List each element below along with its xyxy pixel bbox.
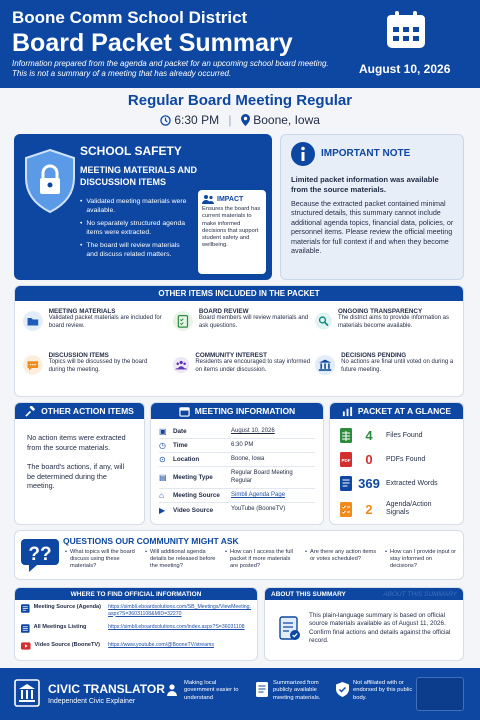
footer-brand: CIVIC TRANSLATOR	[48, 682, 165, 696]
impact-text: Ensures the board has current materials to make informed decisions that support student safety and wellbeing.	[202, 206, 261, 249]
info-date-value: August 10, 2026	[231, 427, 275, 434]
other-item	[315, 308, 460, 348]
meeting-name: Regular Board Meeting Regular	[127, 92, 353, 109]
safety-subtitle: MEETING MATERIALS AND DISCUSSION ITEMS	[80, 165, 197, 187]
calendar-small-icon	[179, 406, 190, 417]
bar-chart-icon	[342, 406, 353, 417]
page-title: Board Packet Summary	[12, 29, 293, 57]
list-item: • Validated meeting materials were available.	[80, 198, 187, 214]
note-bold: Limited packet information was available from the source materials.	[291, 175, 439, 194]
source-row: All Meetings Listing https://simbli.eboardsolutions.com/index.aspx?S=36031108	[21, 624, 251, 642]
source-row: Video Source (BooneTV) https://www.youtube.com/@BooneTV/streams	[21, 642, 251, 656]
government-building-icon	[315, 352, 335, 378]
item-title: BOARD REVIEW	[198, 308, 249, 315]
chat-bubble-icon	[23, 352, 43, 378]
document-text-icon	[340, 476, 352, 491]
question-item: • How can I access the full packet if more materials are posted?	[225, 549, 293, 570]
item-title: DISCUSSION ITEMS	[48, 352, 109, 359]
glance-row: 2 Agenda/Action Signals	[340, 495, 457, 523]
info-icon	[291, 142, 315, 166]
checklist-icon	[340, 502, 352, 517]
header-intro: Information prepared from the agenda and packet for an upcoming school board meeting. This is not a summary of a meeting that has already occurred.	[12, 59, 329, 78]
list-item: • No separately structured agenda items were extracted.	[80, 220, 186, 236]
footer	[0, 668, 480, 720]
item-text: No actions are final until voted on during a future meeting.	[341, 359, 454, 373]
about-faint-title: ABOUT THIS SUMMARY	[383, 590, 457, 598]
people-footer-icon	[165, 683, 179, 697]
info-row: ▶ Video Source YouTube (BooneTV)	[159, 505, 286, 515]
agenda-link[interactable]: https://simbli.eboardsolutions.com/SB_Meetings/ViewMeeting.aspx?S=36031108&MID=32270	[108, 604, 251, 617]
shield-check-icon	[336, 682, 349, 697]
other-item	[315, 352, 460, 392]
footer-tag: Independent Civic Explainer	[48, 698, 136, 705]
note-text: Because the extracted packet contained minimal structured details, this summary cannot include additional agenda topics, financial data, policies, or personnel items. Please review the official meeting materials for full context if and when they become available.	[291, 199, 454, 256]
gavel-icon	[25, 406, 36, 417]
actions-p1: No action items were extracted from the source materials.	[27, 433, 126, 452]
note-title: IMPORTANT NOTE	[321, 148, 411, 159]
impact-title: IMPACT	[217, 195, 244, 203]
safety-title: SCHOOL SAFETY	[80, 144, 182, 158]
item-title: DECISIONS PENDING	[341, 352, 407, 359]
footer-logo-placeholder	[416, 677, 464, 711]
actions-title: OTHER ACTION ITEMS	[41, 406, 134, 416]
actions-p2: The board's actions, if any, will be determined during the meeting.	[27, 462, 125, 490]
meeting-time: 6:30 PM	[174, 113, 220, 127]
list-icon	[21, 624, 30, 633]
info-title: MEETING INFORMATION	[194, 406, 296, 416]
item-title: COMMUNITY INTEREST	[195, 352, 267, 359]
video-link[interactable]: https://www.youtube.com/@BooneTV/streams	[108, 642, 214, 648]
spreadsheet-icon	[340, 428, 352, 443]
folder-icon	[23, 308, 43, 334]
source-row: Meeting Source (Agenda) https://simbli.eboardsolutions.com/SB_Meetings/ViewMeeting.aspx?S=36031108&MID=32270	[21, 604, 251, 624]
svg-text:??: ??	[28, 544, 52, 565]
civic-building-icon	[14, 679, 40, 707]
where-title: WHERE TO FIND OFFICIAL INFORMATION	[15, 588, 257, 600]
footer-note-1: Making local government easier to understand	[184, 680, 239, 701]
footer-note-3: Not affiliated with or endorsed by this public body.	[353, 680, 413, 701]
clipboard-check-icon	[173, 308, 193, 334]
item-text: Residents are encouraged to stay informed on items under discussion.	[195, 359, 311, 373]
info-row: ◷ Time 6:30 PM	[159, 439, 315, 453]
school-safety-panel	[14, 134, 272, 280]
item-text: Topics will be discussed by the board during the meeting.	[48, 359, 148, 373]
pdf-icon	[340, 452, 352, 467]
clock-icon	[160, 115, 171, 126]
document-footer-icon	[256, 682, 268, 697]
info-row: ▣ Date August 10, 2026	[159, 425, 315, 439]
about-title: ABOUT THIS SUMMARY	[271, 590, 346, 598]
glance-row: PDF 0 PDFs Found	[341, 451, 426, 467]
agenda-icon	[21, 604, 30, 613]
question-item: • How can I provide input or stay informed on decisions?	[385, 549, 457, 570]
location-pin-icon	[241, 114, 250, 126]
meeting-info-panel	[150, 402, 324, 525]
item-text: Validated packet materials are included for board review.	[48, 315, 162, 329]
meeting-place: Boone, Iowa	[253, 113, 320, 127]
item-title: MEETING MATERIALS	[48, 308, 116, 315]
questions-panel	[14, 530, 464, 580]
glance-row: 4 Files Found	[340, 423, 457, 447]
footer-note-2: Summarized from publicly available meeting materials.	[273, 680, 321, 701]
header-date: August 10, 2026	[359, 62, 451, 76]
info-row: ▤ Meeting Type Regular Board Meeting Regular	[159, 467, 315, 489]
header	[0, 0, 480, 88]
meeting-time-place: 6:30 PM | Boone, Iowa	[0, 113, 480, 127]
meetings-listing-link[interactable]: https://simbli.eboardsolutions.com/index.aspx?S=36031108	[108, 624, 245, 630]
shield-lock-icon	[22, 148, 78, 214]
question-item: • Are there any action items or votes scheduled?	[305, 549, 377, 563]
question-bubble-icon	[21, 535, 63, 575]
other-item	[23, 352, 163, 392]
list-item: • The board will review materials and discuss related matters.	[80, 242, 180, 258]
glance-panel	[329, 402, 464, 525]
about-panel	[264, 587, 464, 661]
questions-title: QUESTIONS OUR COMMUNITY MIGHT ASK	[63, 536, 239, 546]
about-text: This plain-language summary is based on official source materials available as of August 11, 2026. Confirm final actions and details against the official record.	[309, 612, 451, 644]
calendar-icon	[385, 10, 427, 50]
other-item	[173, 352, 313, 392]
item-title: ONGOING TRANSPARENCY	[337, 308, 423, 315]
other-items-title: OTHER ITEMS INCLUDED IN THE PACKET	[15, 286, 463, 301]
important-note-panel	[280, 134, 464, 280]
question-item: • What topics will the board discuss using these materials?	[65, 549, 135, 570]
item-text: Board members will review materials and ask questions.	[198, 315, 309, 329]
other-items-panel	[14, 285, 464, 397]
safety-bullets	[80, 198, 192, 259]
agenda-page-link[interactable]: Simbli Agenda Page	[231, 491, 286, 498]
community-icon	[173, 352, 189, 378]
action-items-panel	[14, 402, 145, 525]
info-row: ⌂ Meeting Source Simbli Agenda Page	[159, 489, 315, 503]
svg-text:PDF: PDF	[341, 457, 351, 463]
item-text: The district aims to provide information as materials become available.	[337, 315, 449, 329]
official-info-panel	[14, 587, 258, 661]
other-item	[173, 308, 313, 348]
info-row: ⊙ Location Boone, Iowa	[159, 453, 315, 467]
magnifier-icon	[315, 308, 332, 334]
district-name: Boone Comm School District	[12, 8, 248, 27]
other-item	[23, 308, 163, 348]
people-icon	[202, 194, 214, 204]
document-check-icon	[279, 616, 301, 642]
glance-title: PACKET AT A GLANCE	[357, 406, 452, 416]
youtube-icon	[21, 642, 31, 650]
impact-box	[198, 190, 266, 274]
glance-row: 369 Extracted Words	[340, 471, 457, 495]
question-item: • Will additional agenda details be released before the meeting?	[145, 549, 216, 570]
